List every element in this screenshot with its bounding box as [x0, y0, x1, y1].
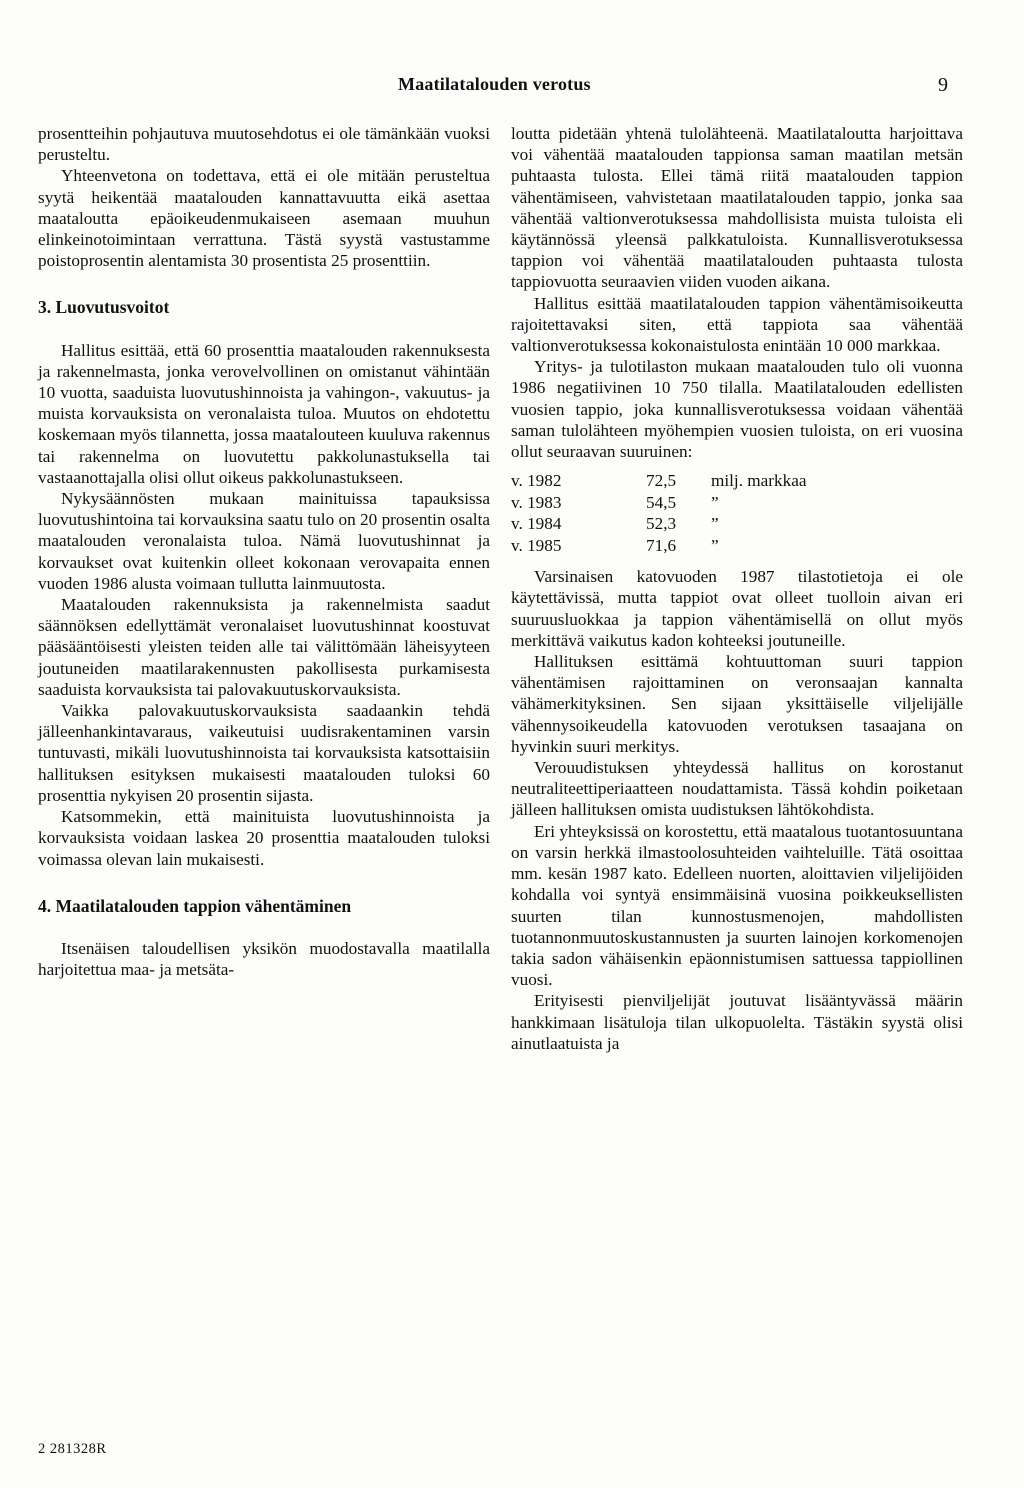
paragraph: Maatalouden rakennuksista ja rakennelmista saadut säännöksen edellyttämät veronalaiset luovutushinnat koostuvat pääsääntöisesti yleisten teiden alle tai välittömään läheisyyteen joutuneiden maatilarakennusten pakollisesta purkamisesta saaduista korvauksista tai palovakuutuskorvauksista. [38, 595, 490, 699]
right-column [511, 123, 963, 1054]
section-heading-4: 4. Maatilatalouden tappion vähentäminen [38, 895, 352, 916]
loss-row [511, 535, 963, 557]
paragraph: Hallituksen esittämä kohtuuttoman suuri tappion vähentämisen rajoittaminen on veronsaajan kannalta vähämerkityksinen. Sen sijaan yksittäiselle viljelijälle vähennysoikeudella katovuoden verotuksen tasaajana on hyvinkin suuri merkitys. [511, 652, 963, 756]
section-heading-3: 3. Luovutusvoitot [38, 297, 170, 318]
loss-year: v. 1982 [511, 471, 562, 491]
loss-value: 52,3 [646, 514, 677, 534]
loss-year: v. 1985 [511, 535, 562, 555]
loss-row [511, 513, 963, 535]
paragraph: Nykysäännösten mukaan mainituissa tapauksissa luovutushintoina tai korvauksina saatu tulo on 20 prosentin osalta maatalouden veronalaista tuloa. Nämä luovutushinnat ja korvaukset ovat kuitenkin olleet kokonaan verovapaita ennen vuoden 1986 alusta voimaan tullutta lainmuutosta. [38, 489, 490, 593]
paragraph: Hallitus esittää, että 60 prosenttia maatalouden rakennuksesta ja rakennelmasta, jonka verovelvollinen on omistanut vähintään 10 vuotta, saaduista luovutushinnoista ja vahingon-, vakuutus- ja muista korvauksista on veronalaista tuloa. Muutos on ehdotettu koskemaan myös tilannetta, jossa maatalouteen kuuluva rakennus tai rakennelma on luovutettu pakkolunastuksella tai vastaanottajalla olisi ollut oikeus pakkolunastukseen. [38, 340, 491, 487]
loss-table [511, 470, 963, 556]
paragraph: Varsinaisen katovuoden 1987 tilastotietoja ei ole käytettävissä, mutta tappiot ovat olleet tuolloin aivan eri suuruusluokkaa ja tappion vähentämisellä on ollut myös merkittävä vaikutus kadon kohteeksi joutuneille. [511, 567, 963, 650]
paragraph: Hallitus esittää maatilatalouden tappion vähentämisoikeutta rajoitettavaksi siten, että tappiota saa vähentää valtionverotuksessa kokonaistulosta enintään 10 000 markkaa. [511, 293, 963, 356]
paragraph: Katsommekin, että mainituista luovutushinnoista ja korvauksista voidaan laskea 20 prosenttia maatalouden tuloksi voimassa olevan lain mukaisesti. [38, 807, 490, 869]
paragraph: prosentteihin pohjautuva muutosehdotus ei ole tämänkään vuoksi perusteltu. [38, 124, 490, 165]
left-column [38, 123, 490, 980]
paragraph: Yritys- ja tulotilaston mukaan maatalouden tulo oli vuonna 1986 negatiivinen 10 750 tilalla. Maatilatalouden edellisten vuosien tappio, joka kunnallisverotuksessa voidaan vähentää saman tulolähteen myöhempien vuosien tuloista, on eri vuosina ollut seuraavan suuruinen: [511, 357, 963, 462]
loss-unit: ” [711, 535, 719, 555]
footer-print-code: 2 281328R [38, 1441, 107, 1457]
running-header-title: Maatilatalouden verotus [398, 74, 591, 94]
paragraph: Verouudistuksen yhteydessä hallitus on korostanut neutraliteettiperiaatteen noudattamista. Tässä kohdin poiketaan jälleen hallituksen omista uudistuksen lähtökohdista. [511, 758, 963, 820]
paragraph: Yhteenvetona on todettava, että ei ole mitään perusteltua syytä heikentää maatalouden kannattavuutta eikä asettaa maataloutta epäoikeudenmukaiseen asemaan muuhun elinkeinotoimintaan verrattuna. Tästä syystä vastustamme poistoprosentin alentamista 30 prosentista 25 prosenttiin. [38, 166, 490, 271]
loss-row [511, 470, 963, 492]
page-number: 9 [938, 74, 948, 96]
loss-unit: ” [711, 514, 719, 534]
loss-unit: ” [711, 492, 719, 512]
loss-value: 72,5 [646, 471, 677, 491]
paragraph: Vaikka palovakuutuskorvauksista saadaankin tehdä jälleenhankintavaraus, vaikeutuisi uudisrakentaminen varsin tuntuvasti, mikäli luovutushinnoista tai korvauksista katsottaisiin hallituksen esityksen mukaisesti maatalouden tuloksi 60 prosenttia nykyisen 20 prosentin sijasta. [38, 701, 490, 805]
paragraph: Eri yhteyksissä on korostettu, että maatalous tuotantosuuntana on varsin herkkä ilmastoolosuhteiden vaihteluille. Tätä osoittaa mm. kesän 1987 kato. Edelleen nuorten, aloittavien viljelijöiden kohdalla voi syntyä ensimmäisinä vuosina poikkeuksellisten suurten tilan kunnostusmenojen, mahdollisten tuotannonmuutoskustannusten ja suurten lainojen korkomenojen takia sadon vähäisenkin epäonnistumisen sattuessa tappiollinen vuosi. [511, 821, 963, 990]
loss-value: 71,6 [646, 535, 677, 555]
loss-row [511, 492, 963, 514]
paragraph: loutta pidetään yhtenä tulolähteenä. Maatilataloutta harjoittava voi vähentää maatalouden tappionsa saman maatilan metsän puhtaasta tulosta. Ellei tämä riitä maatalouden tappion vähentämiseen, vahvistetaan maatilatalouden tappio, jonka saa vähentää valtionverotuksessa mahdollisista muista tuloista eli käytännössä yleensä palkkatuloista. Kunnallisverotuksessa tappion voi vähentää maatilatalouden puhtaasta tulosta tappiovuotta seuraavien viiden vuoden aikana. [511, 124, 963, 292]
paragraph: Erityisesti pienviljelijät joutuvat lisääntyvässä määrin hankkimaan lisätuloja tilan ulkopuolelta. Tästäkin syystä olisi ainutlaatuista ja [511, 991, 963, 1053]
loss-unit: milj. markkaa [711, 471, 807, 491]
loss-year: v. 1983 [511, 492, 562, 512]
loss-year: v. 1984 [511, 514, 562, 534]
loss-value: 54,5 [646, 492, 677, 512]
paragraph: Itsenäisen taloudellisen yksikön muodostavalla maatilalla harjoitettua maa- ja metsäta- [38, 938, 490, 980]
